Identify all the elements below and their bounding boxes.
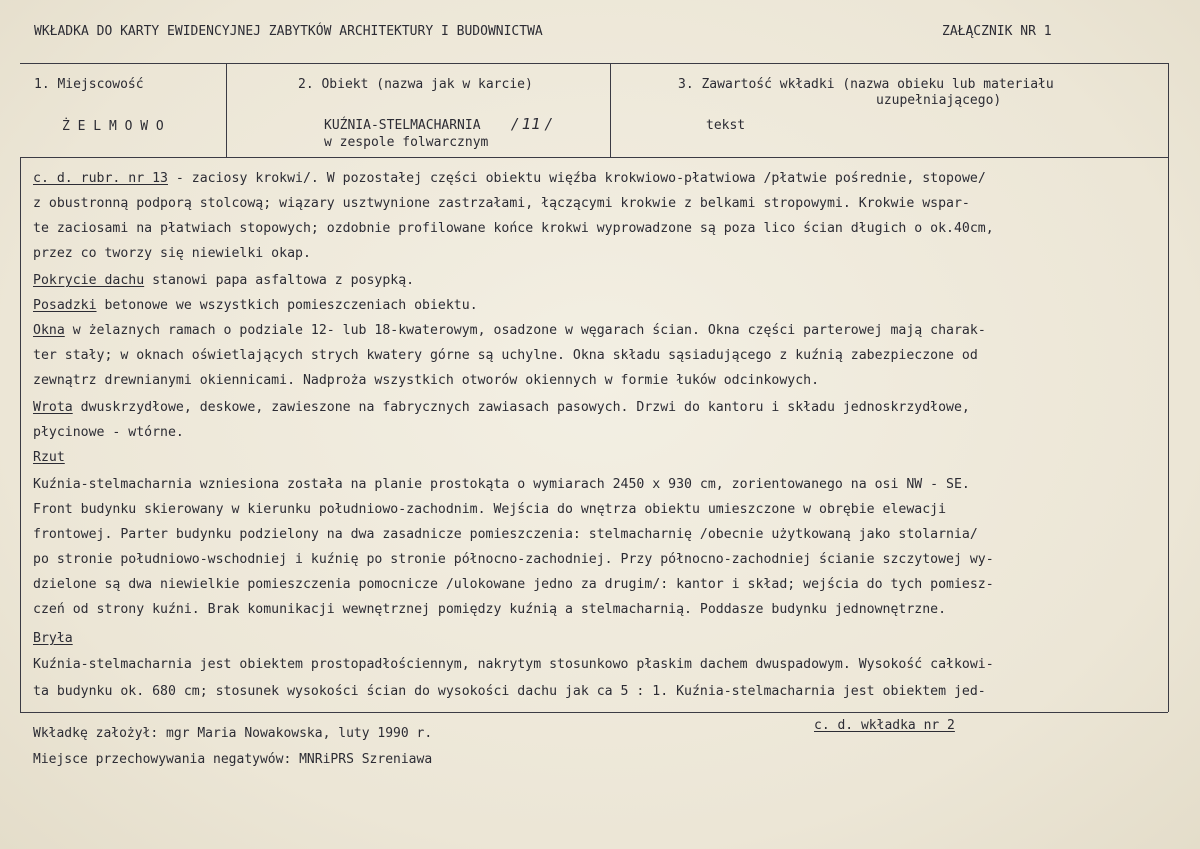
author-line: Wkładkę założył: mgr Maria Nowakowska, luty 1990 r. — [33, 726, 433, 741]
section-heading-gates: Wrota — [33, 400, 73, 415]
fields-bottom-rule — [20, 157, 1168, 158]
continued-on-insert: c. d. wkładka nr 2 — [814, 718, 955, 733]
place-label: 1. Miejscowość — [34, 77, 144, 92]
body-line-14: Front budynku skierowany w kierunku południowo-zachodnim. Wejścia do wnętrza obiektu umieszczone w obrębie elewacji — [33, 502, 947, 517]
section-heading-roof: Pokrycie dachu — [33, 273, 145, 288]
negatives-location: Miejsce przechowywania negatywów: MNRiPRS Szreniawa — [33, 752, 433, 767]
body-text: w żelaznych ramach o podziale 12- lub 18-kwaterowym, osadzone w węgarach ścian. Okna części parterowej mają charak- — [64, 323, 986, 338]
body-line-3: te zaciosami na płatwiach stopowych; ozdobnie profilowane końce krokwi wyprowadzone są poza lico ścian długich o ok.40cm, — [33, 221, 994, 236]
body-line-4: przez co tworzy się niewielki okap. — [33, 246, 311, 261]
place-value: Ż E L M O W O — [62, 119, 164, 134]
content-label-continued: uzupełniającego) — [876, 93, 1002, 108]
body-line-20: Kuźnia-stelmacharnia jest obiektem prostopadłościennym, nakrytym stosunkowo płaskim dachem dwuspadowym. Wysokość całkowi- — [33, 657, 994, 672]
body-text: dwuskrzydłowe, deskowe, zawieszone na fabrycznych zawiasach pasowych. Drzwi do kantoru i składu jednoskrzydłowe, — [72, 400, 970, 415]
body-line-5 — [33, 273, 414, 289]
body-line-9: zewnątrz drewnianymi okiennicami. Nadproża wszystkich otworów okiennych w formie łuków odcinkowych. — [33, 373, 820, 388]
body-text: stanowi papa asfaltowa z posypką. — [144, 273, 415, 288]
attachment-label: ZAŁĄCZNIK NR 1 — [942, 24, 1052, 39]
right-margin-rule — [1168, 63, 1169, 712]
body-line-8: ter stały; w oknach oświetlających strych kwatery górne są uchylne. Okna składu sąsiadującego z kuźnią zabezpieczone od — [33, 348, 978, 363]
body-line-11: płycinowe - wtórne. — [33, 425, 184, 440]
object-number: / 11 / — [512, 115, 551, 133]
top-rule — [20, 63, 1168, 64]
section-heading-floors: Posadzki — [33, 298, 97, 313]
continuation-ref: c. d. rubr. nr 13 — [33, 171, 168, 186]
object-label: 2. Obiekt (nazwa jak w karcie) — [298, 77, 533, 92]
body-text: - zaciosy krokwi/. W pozostałej części obiektu więźba krokwiowo-płatwiowa /płatwie pośrednie, stopowe/ — [167, 171, 986, 186]
field-divider-1 — [226, 63, 227, 157]
section-heading-mass: Bryła — [33, 631, 73, 646]
body-line-2: z obustronną podporą stolcową; wiązary usztwynione zastrzałami, łączącymi krokwie z belkami stropowymi. Krokwie wspar- — [33, 196, 970, 211]
body-line-17: dzielone są dwa niewielkie pomieszczenia pomocnicze /ulokowane jedno za drugim/: kantor i skład; wejścia do tych pomiesz- — [33, 577, 994, 592]
body-text: betonowe we wszystkich pomieszczeniach obiektu. — [96, 298, 478, 313]
content-label: 3. Zawartość wkładki (nazwa obieku lub materiału — [678, 77, 1054, 92]
left-margin-rule — [20, 157, 21, 712]
body-line-12 — [33, 450, 65, 466]
body-line-6 — [33, 298, 478, 314]
body-line-13: Kuźnia-stelmacharnia wzniesiona została na planie prostokąta o wymiarach 2450 x 930 cm, zorientowanego na osi NW - SE. — [33, 477, 970, 492]
body-line-19 — [33, 631, 73, 647]
field-divider-2 — [610, 63, 611, 157]
body-line-18: czeń od strony kuźni. Brak komunikacji wewnętrznej pomiędzy kuźnią a stelmacharnią. Poddasze budynku jednownętrzne. — [33, 602, 947, 617]
object-value: KUŹNIA-STELMACHARNIA — [324, 118, 481, 133]
body-bottom-rule — [20, 712, 1168, 713]
body-line-15: frontowej. Parter budynku podzielony na dwa zasadnicze pomieszczenia: stelmacharnię /obecnie użytkowaną jako stolarnia/ — [33, 527, 978, 542]
content-value: tekst — [706, 118, 746, 133]
object-subvalue: w zespole folwarcznym — [324, 135, 489, 150]
form-title: WKŁADKA DO KARTY EWIDENCYJNEJ ZABYTKÓW ARCHITEKTURY I BUDOWNICTWA — [34, 24, 543, 39]
body-line-7 — [33, 323, 986, 339]
section-heading-plan: Rzut — [33, 450, 65, 465]
body-line-10 — [33, 400, 970, 416]
body-line-1 — [33, 171, 986, 187]
section-heading-windows: Okna — [33, 323, 65, 338]
body-line-16: po stronie południowo-wschodniej i kuźnię po stronie północno-zachodniej. Przy północno-zachodniej ścianie szczytowej wy- — [33, 552, 994, 567]
body-line-21: ta budynku ok. 680 cm; stosunek wysokości ścian do wysokości dachu jak ca 5 : 1. Kuźnia-stelmacharnia jest obiektem jed- — [33, 684, 986, 699]
